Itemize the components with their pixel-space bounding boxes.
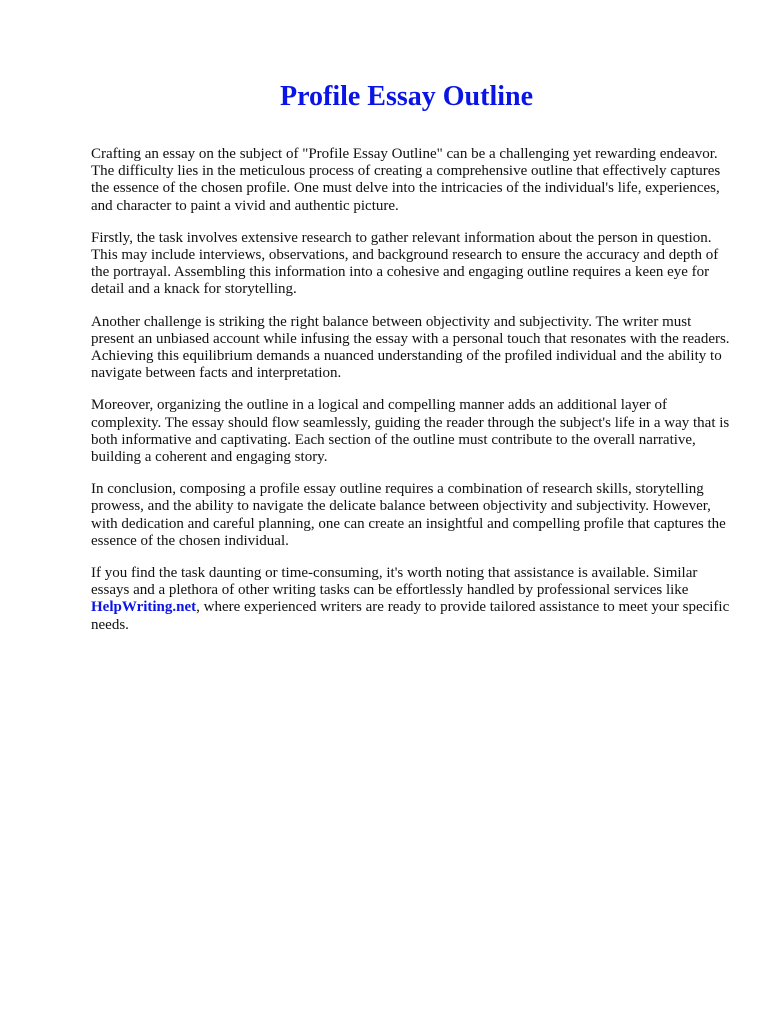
paragraph-conclusion: In conclusion, composing a profile essay outline requires a combination of research skills, storytelling prowess, and the ability to navigate the delicate balance between objectivity and subjectivity. However, with dedication and careful planning, one can create an insightful and compelling profile that captures the essence of the chosen individual.: [91, 481, 726, 549]
paragraph-intro: Crafting an essay on the subject of "Profile Essay Outline" can be a challenging yet rewarding endeavor. The difficulty lies in the meticulous process of creating a comprehensive outline that effectively captures the essence of the chosen profile. One must delve into the intricacies of the individual's life, experiences, and character to paint a vivid and authentic picture.: [91, 146, 721, 214]
assistance-text-after-link: , where experienced writers are ready to provide tailored assistance to meet your specific needs.: [91, 599, 730, 633]
document-body: [91, 146, 731, 649]
paragraph-balance: Another challenge is striking the right balance between objectivity and subjectivity. The writer must present an unbiased account while infusing the essay with a personal touch that resonates with the readers. Achieving this equilibrium demands a nuanced understanding of the profiled individual and the ability to navigate between facts and interpretation.: [91, 313, 730, 382]
helpwriting-link[interactable]: HelpWriting.net: [91, 599, 197, 616]
paragraph-assistance: [91, 565, 731, 634]
page-title: Profile Essay Outline: [279, 81, 534, 112]
paragraph-organization: Moreover, organizing the outline in a logical and compelling manner adds an additional layer of complexity. The essay should flow seamlessly, guiding the reader through the subject's life in a way that is both informative and captivating. Each section of the outline must contribute to the overall narrative, building a coherent and engaging story.: [91, 397, 730, 466]
assistance-text-before-link: If you find the task daunting or time-consuming, it's worth noting that assistance is available. Similar essays and a plethora of other writing tasks can be effortlessly handled by professional services like: [91, 565, 698, 599]
paragraph-research: Firstly, the task involves extensive research to gather relevant information about the person in question. This may include interviews, observations, and background research to ensure the accuracy and depth of the portrayal. Assembling this information into a cohesive and engaging outline requires a keen eye for detail and a knack for storytelling.: [91, 229, 719, 298]
